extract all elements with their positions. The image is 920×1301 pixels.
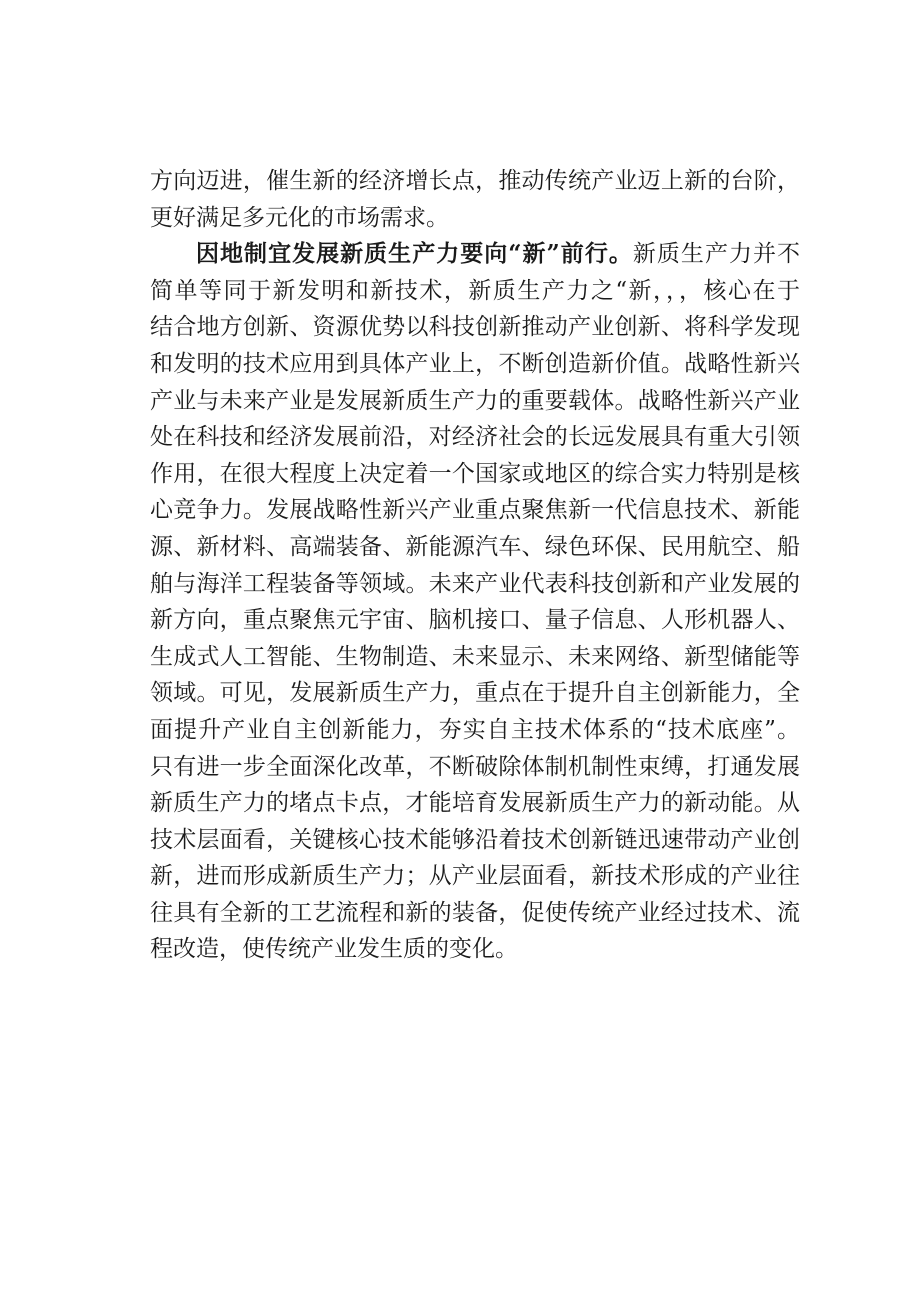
text-line: 产业与未来产业是发展新质生产力的重要载体。战略性新兴产业: [150, 387, 800, 414]
text-line: 往具有全新的工艺流程和新的装备，促使传统产业经过技术、流: [150, 899, 800, 926]
text-line: 结合地方创新、资源优势以科技创新推动产业创新、将科学发现: [150, 314, 800, 341]
text-line: 新，进而形成新质生产力；从产业层面看，新技术形成的产业往: [150, 863, 800, 890]
text-line: 更好满足多元化的市场需求。: [150, 204, 449, 231]
text-line: 心竞争力。发展战略性新兴产业重点聚焦新一代信息技术、新能: [150, 497, 800, 524]
text-line: 领域。可见，发展新质生产力，重点在于提升自主创新能力，全: [150, 680, 800, 707]
text-line-first: [150, 236, 800, 273]
text-line: 简单等同于新发明和新技术，新质生产力之“新，，，核心在于: [150, 277, 800, 304]
paragraph-1: [150, 163, 800, 236]
text-line: 作用，在很大程度上决定着一个国家或地区的综合实力特别是核: [150, 460, 800, 487]
text-line: 只有进一步全面深化改革，不断破除体制机制性束缚，打通发展: [150, 753, 800, 780]
text-line: 新方向，重点聚焦元宇宙、脑机接口、量子信息、人形机器人、: [150, 607, 800, 634]
text-line: 和发明的技术应用到具体产业上，不断创造新价值。战略性新兴: [150, 350, 800, 377]
paragraph-2: [150, 236, 800, 968]
text-line: 处在科技和经济发展前沿，对经济社会的长远发展具有重大引领: [150, 424, 800, 451]
text-line: 源、新材料、高端装备、新能源汽车、绿色环保、民用航空、船: [150, 533, 800, 560]
paragraph-heading: 因地制宜发展新质生产力要向“新”前行。: [196, 240, 633, 268]
text-line: 面提升产业自主创新能力，夯实自主技术体系的“技术底座”。: [150, 716, 800, 743]
text-line: 技术层面看，关键核心技术能够沿着技术创新链迅速带动产业创: [150, 826, 800, 853]
text-line: 新质生产力的堵点卡点，才能培育发展新质生产力的新动能。从: [150, 790, 800, 817]
text-span: 新质生产力并不: [632, 241, 801, 268]
text-line: 生成式人工智能、生物制造、未来显示、未来网络、新型储能等: [150, 643, 800, 670]
text-line: 程改造，使传统产业发生质的变化。: [150, 936, 518, 963]
text-line: 舶与海洋工程装备等领域。未来产业代表科技创新和产业发展的: [150, 570, 800, 597]
text-line: 方向迈进，催生新的经济增长点，推动传统产业迈上新的台阶，: [150, 168, 800, 194]
document-body: [150, 163, 800, 968]
